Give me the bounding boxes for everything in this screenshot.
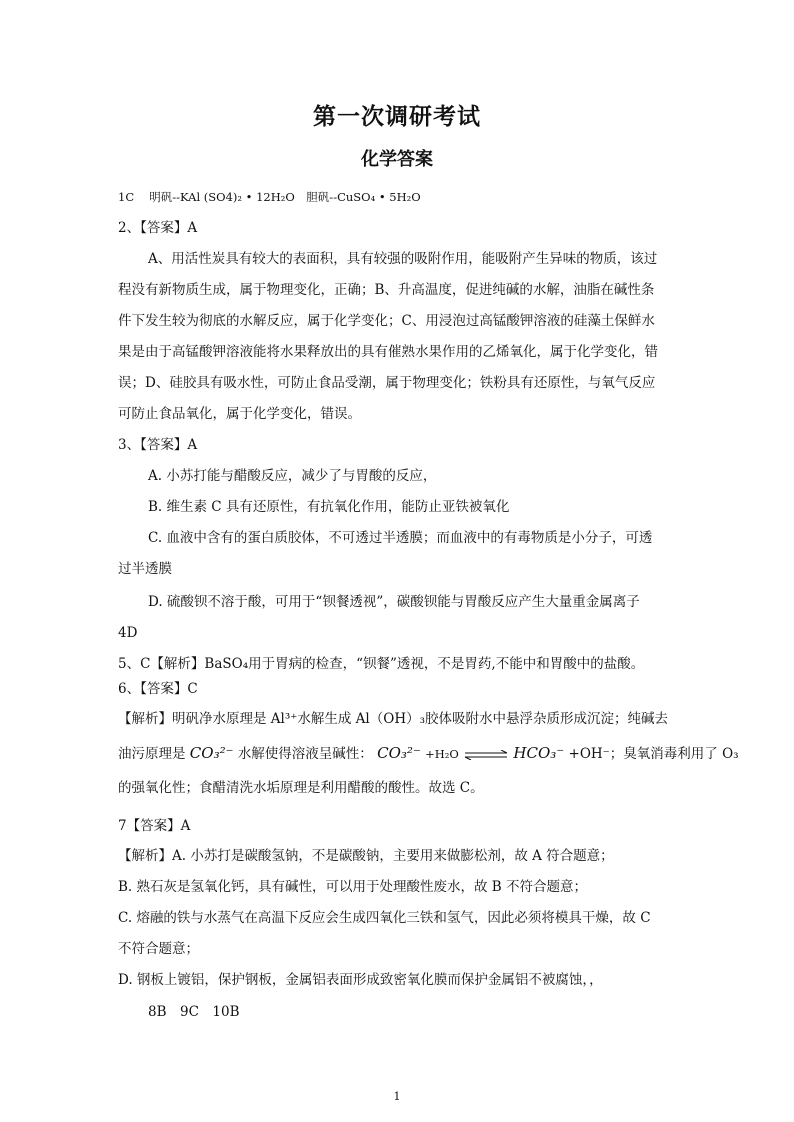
answer-2-text: 误；D、硅胶具有吸水性，可防止食品受潮，属于物理变化；铁粉具有还原性，与氧气反应 xyxy=(118,375,656,391)
answer-5: 5、C【解析】BaSO₄用于胃病的检查，“钡餐”透视，不是胃药,不能中和胃酸中的盐酸。 xyxy=(118,656,645,672)
carbonate-formula: CO₃²⁻ xyxy=(377,744,421,762)
answer-3-option-c: C. 血液中含有的蛋白质胶体，不可透过半透膜；而血液中的有毒物质是小分子，可透 xyxy=(148,530,653,546)
answer-3-option-c-cont: 过半透膜 xyxy=(118,561,172,577)
answer-6-explanation-end: 的强氧化性；食醋清洗水垢原理是利用醋酸的酸性。故选 C。 xyxy=(118,780,484,796)
answer-7-option-b: B. 熟石灰是氢氧化钙，具有碱性，可以用于处理酸性废水，故 B 不符合题意； xyxy=(118,879,588,895)
answer-6-equation-line xyxy=(118,744,739,763)
page-subtitle: 化学答案 xyxy=(361,149,433,170)
answer-7-option-c: C. 熔融的铁与水蒸气在高温下反应会生成四氧化三铁和氢气，因此必须将模具干燥，故 C xyxy=(118,910,651,926)
answer-2-text: 程没有新物质生成，属于物理变化，正确；B、升高温度，促进纯碱的水解，油脂在碱性条 xyxy=(118,282,655,298)
answer-6-heading: 6、【答案】C xyxy=(118,681,198,697)
water-formula: +H₂O xyxy=(425,747,459,761)
answer-7-option-d: D. 钢板上镀铝，保护钢板，金属铝表面形成致密氧化膜而保护金属铝不被腐蚀，， xyxy=(118,972,603,988)
page-number: 1 xyxy=(393,1090,401,1103)
bicarbonate-formula: HCO₃⁻ xyxy=(513,744,565,762)
carbonate-formula: CO₃²⁻ xyxy=(189,744,234,762)
answer-1: 1C 明矾--KAl (SO4)₂ • 12H₂O 胆矾--CuSO₄ • 5H₂O xyxy=(118,190,421,204)
answer-3-heading: 3、【答案】A xyxy=(118,437,198,453)
answer-2-heading: 2、【答案】A xyxy=(118,220,198,236)
answers-8-10: 8B 9C 10B xyxy=(148,1004,240,1020)
answer-7-option-c-cont: 不符合题意； xyxy=(118,941,199,957)
answer-2-text: 可防止食品氧化，属于化学变化，错误。 xyxy=(118,406,361,422)
answer-3-option-b: B. 维生素 C 具有还原性，有抗氧化作用，能防止亚铁被氧化 xyxy=(148,499,510,515)
answer-2-text: 果是由于高锰酸钾溶液能将水果释放出的具有催熟水果作用的乙烯氧化，属于化学变化，错 xyxy=(118,344,658,360)
answer-2-text: A、用活性炭具有较大的表面积，具有较强的吸附作用，能吸附产生异味的物质，该过 xyxy=(148,251,658,267)
text-segment: 油污原理是 xyxy=(118,746,186,762)
answer-2-text: 件下发生较为彻底的水解反应，属于化学变化；C、用浸泡过高锰酸钾溶液的硅藻土保鲜水 xyxy=(118,313,655,329)
answer-3-option-a: A. 小苏打能与醋酸反应，减少了与胃酸的反应， xyxy=(148,468,437,484)
answer-7-heading: 7【答案】A xyxy=(118,818,191,834)
equilibrium-arrow-icon xyxy=(463,750,509,760)
text-segment: 水解使得溶液呈碱性： xyxy=(237,746,373,762)
answer-6-explanation: 【解析】明矾净水原理是 Al³⁺水解生成 Al（OH）₃胶体吸附水中悬浮杂质形成沉淀；纯碱去 xyxy=(118,711,669,727)
answer-7-option-a: 【解析】A. 小苏打是碳酸氢钠，不是碳酸钠，主要用来做膨松剂，故 A 符合题意； xyxy=(118,848,614,864)
answer-3-option-d: D. 硫酸钡不溶于酸，可用于“钡餐透视”，碳酸钡能与胃酸反应产生大量重金属离子 xyxy=(148,594,640,610)
page-title: 第一次调研考试 xyxy=(313,104,481,130)
text-segment: +OH⁻；臭氧消毒利用了 O₃ xyxy=(568,746,739,762)
answer-4: 4D xyxy=(118,625,138,641)
